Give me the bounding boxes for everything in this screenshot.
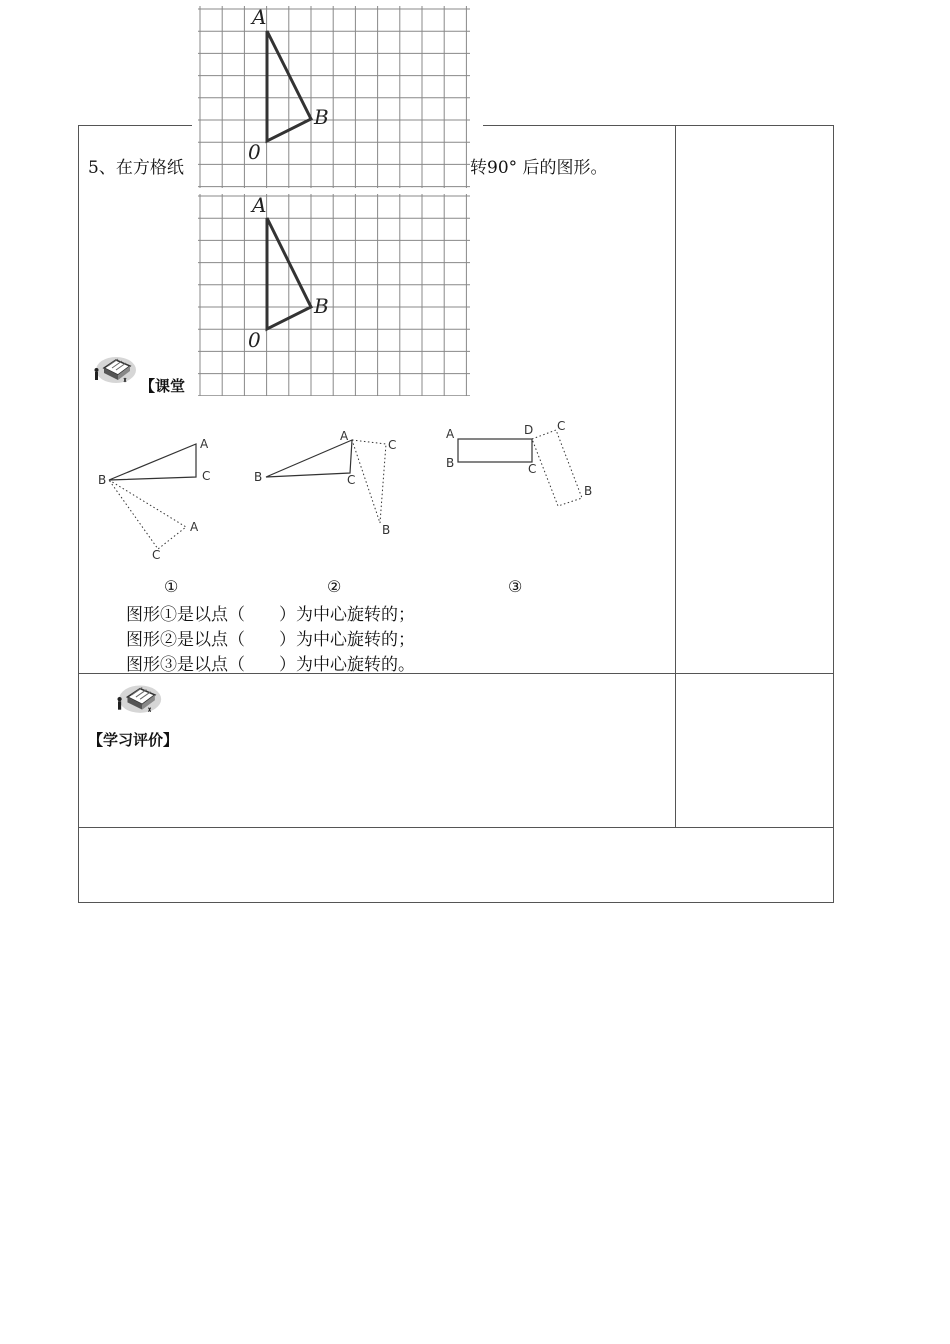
figure-1-triangle bbox=[109, 444, 196, 480]
rotation-figures bbox=[90, 420, 610, 570]
table-row-divider-2 bbox=[78, 827, 834, 828]
grid-label-o: 0 bbox=[248, 328, 261, 352]
figure-3-rectangle bbox=[458, 439, 532, 462]
question-5-prefix: 5、在方格纸 bbox=[88, 158, 184, 178]
figure-1-label-a2: A bbox=[190, 520, 199, 534]
figure-1-rotated-triangle bbox=[109, 480, 186, 549]
figure-3-label-c: C bbox=[528, 462, 537, 476]
figure-2-label-b: B bbox=[254, 470, 263, 484]
table-border-bottom bbox=[78, 902, 834, 903]
figure-3-label-d: D bbox=[524, 423, 534, 437]
figure-2-label-c: C bbox=[347, 473, 356, 487]
figure-3-label-b2: B bbox=[584, 484, 593, 498]
fill-line-2: 图形②是以点（ ）为中心旋转的； bbox=[126, 630, 415, 650]
grid-label-b: B bbox=[314, 105, 329, 129]
table-border-top-right bbox=[483, 125, 834, 126]
figure-1-label-c: C bbox=[202, 469, 211, 483]
grid-label-b: B bbox=[314, 294, 329, 318]
fill-line-1: 图形①是以点（ ）为中心旋转的； bbox=[126, 605, 415, 625]
figure-2-triangle bbox=[266, 440, 352, 477]
figure-3-label-c2: C bbox=[557, 420, 566, 433]
figure-number-2: ② bbox=[327, 577, 342, 596]
figure-1-label-b: B bbox=[98, 473, 107, 487]
figure-number-3: ③ bbox=[508, 577, 523, 596]
grid-lines bbox=[198, 6, 470, 188]
figure-3-label-a: A bbox=[446, 427, 455, 441]
book-reader-icon bbox=[110, 676, 166, 716]
table-border-left bbox=[78, 125, 79, 903]
figure-1 bbox=[98, 437, 210, 562]
book-reader-icon bbox=[90, 348, 138, 386]
grid-lines bbox=[198, 194, 470, 396]
table-border-right bbox=[833, 125, 834, 903]
evaluation-heading: 【学习评价】 bbox=[88, 731, 179, 749]
figure-3-label-b: B bbox=[446, 456, 455, 470]
figure-2-label-b2: B bbox=[382, 523, 391, 537]
figure-2-label-c2: C bbox=[388, 438, 397, 452]
classroom-heading: 【课堂 bbox=[140, 377, 186, 395]
grid-label-a: A bbox=[252, 194, 267, 217]
figure-number-1: ① bbox=[164, 577, 179, 596]
figure-1-label-a: A bbox=[200, 437, 209, 451]
figure-1-label-c2: C bbox=[152, 548, 161, 562]
fill-line-3: 图形③是以点（ ）为中心旋转的。 bbox=[126, 655, 415, 675]
grid-label-a: A bbox=[252, 6, 267, 29]
figure-2-label-a: A bbox=[340, 429, 349, 443]
grid-figure-2 bbox=[198, 194, 470, 396]
question-5-suffix: 转90° 后的图形。 bbox=[470, 158, 608, 178]
grid-label-o: 0 bbox=[248, 140, 261, 164]
table-border-top-left bbox=[78, 125, 192, 126]
figure-3 bbox=[446, 420, 592, 506]
figure-2-rotated-triangle bbox=[352, 440, 386, 523]
table-column-divider bbox=[675, 125, 676, 828]
figure-3-rotated-rectangle bbox=[532, 430, 582, 506]
figure-2 bbox=[254, 429, 396, 537]
grid-figure-1 bbox=[198, 6, 470, 188]
